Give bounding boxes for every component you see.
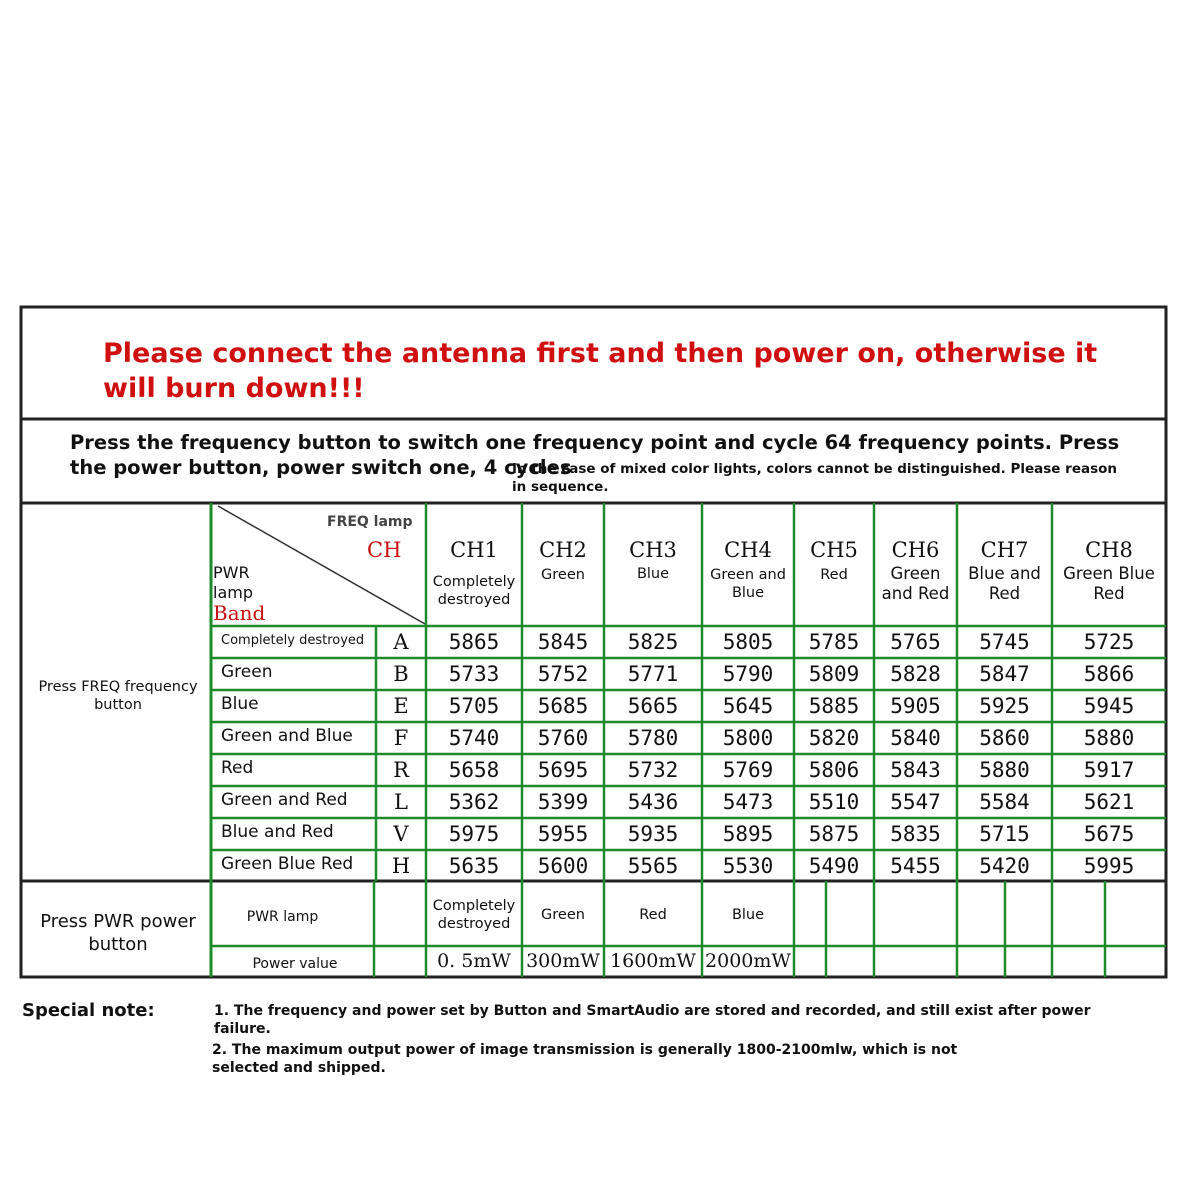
channel-name: CH3 (629, 538, 677, 562)
frequency-cell: 5835 (890, 822, 941, 846)
channel-name: CH5 (810, 538, 858, 562)
frequency-cell: 5635 (448, 854, 500, 878)
frequency-cell: 5845 (537, 630, 589, 654)
power-lamp-color: Completely destroyed (432, 898, 516, 932)
frequency-cell: 5547 (890, 790, 941, 814)
frequency-cell: 5600 (537, 854, 589, 878)
frequency-cell: 5843 (890, 758, 941, 782)
power-value: 300mW (526, 950, 600, 972)
band-lamp-label: Green and Red (221, 790, 348, 810)
frequency-cell: 5510 (808, 790, 860, 814)
frequency-cell: 5955 (537, 822, 589, 846)
frequency-cell: 5860 (979, 726, 1030, 750)
frequency-cell: 5490 (808, 854, 860, 878)
frequency-cell: 5880 (1083, 726, 1135, 750)
frequency-cell: 5733 (448, 662, 500, 686)
frequency-cell: 5785 (808, 630, 860, 654)
frequency-cell: 5362 (448, 790, 500, 814)
frequency-cell: 5420 (979, 854, 1030, 878)
frequency-cell: 5828 (890, 662, 941, 686)
channel-name: CH1 (450, 538, 498, 562)
frequency-cell: 5809 (808, 662, 860, 686)
power-value: 2000mW (705, 950, 791, 972)
channel-lamp-color: Green (541, 567, 585, 583)
frequency-cell: 5752 (537, 662, 589, 686)
frequency-cell: 5806 (808, 758, 860, 782)
band-lamp-label: Blue (221, 694, 259, 714)
band-letter: B (393, 662, 409, 686)
frequency-cell: 5399 (537, 790, 589, 814)
frequency-cell: 5995 (1083, 854, 1135, 878)
channel-lamp-color: Blue and Red (968, 564, 1041, 603)
frequency-cell: 5885 (808, 694, 860, 718)
frequency-cell: 5565 (627, 854, 679, 878)
band-lamp-label: Blue and Red (221, 822, 334, 842)
channel-name: CH7 (980, 538, 1029, 562)
band-label: Band (213, 601, 266, 625)
channel-name: CH4 (724, 538, 772, 562)
band-letter: E (393, 694, 409, 718)
band-letter: A (393, 630, 409, 654)
frequency-cell: 5760 (537, 726, 589, 750)
channel-name: CH6 (891, 538, 940, 562)
channel-lamp-color: Completely destroyed (432, 574, 516, 608)
channel-lamp-color: Blue (636, 566, 670, 582)
warning-text: Please connect the antenna first and then power on, otherwise it will burn down!!! (103, 338, 1098, 404)
note-item: 2. The maximum output power of image transmission is generally 1800-2100mlw, which is not selected and shipped. (212, 1042, 958, 1076)
frequency-cell: 5800 (722, 726, 774, 750)
frequency-cell: 5732 (627, 758, 679, 782)
frequency-cell: 5530 (722, 854, 774, 878)
band-letter: F (393, 726, 409, 750)
frequency-cell: 5740 (448, 726, 500, 750)
frequency-cell: 5658 (448, 758, 500, 782)
band-letter: H (391, 854, 411, 878)
frequency-cell: 5473 (722, 790, 774, 814)
frequency-cell: 5705 (448, 694, 500, 718)
frequency-cell: 5917 (1083, 758, 1135, 782)
frequency-cell: 5695 (537, 758, 589, 782)
frequency-cell: 5820 (808, 726, 860, 750)
frequency-cell: 5436 (627, 790, 679, 814)
freq-lamp-label: FREQ lamp (327, 514, 413, 530)
frequency-cell: 5621 (1083, 790, 1135, 814)
frequency-cell: 5840 (890, 726, 941, 750)
power-lamp-color: Green (541, 907, 585, 923)
frequency-cell: 5880 (979, 758, 1030, 782)
frequency-cell: 5847 (979, 662, 1030, 686)
frequency-cell: 5780 (627, 726, 679, 750)
note-item: 1. The frequency and power set by Button and SmartAudio are stored and recorded, and still exist after power failure. (214, 1003, 1091, 1037)
power-value-label: Power value (252, 956, 338, 972)
frequency-cell: 5905 (890, 694, 941, 718)
frequency-cell: 5790 (722, 662, 774, 686)
frequency-cell: 5825 (627, 630, 679, 654)
frequency-cell: 5745 (979, 630, 1030, 654)
channel-lamp-color: Green and Blue (710, 567, 786, 601)
frequency-cell: 5945 (1083, 694, 1135, 718)
frequency-cell: 5584 (979, 790, 1030, 814)
channel-name: CH8 (1085, 538, 1133, 562)
channel-lamp-color: Red (820, 567, 848, 583)
power-lamp-color: Red (639, 907, 667, 923)
frequency-cell: 5455 (890, 854, 941, 878)
pwr-side-label: Press PWR power button (40, 911, 196, 955)
special-note-label: Special note: (22, 1000, 155, 1021)
band-lamp-label: Red (221, 758, 254, 778)
frequency-cell: 5865 (448, 630, 500, 654)
frequency-cell: 5725 (1083, 630, 1135, 654)
frequency-cell: 5866 (1083, 662, 1135, 686)
frequency-cell: 5685 (537, 694, 589, 718)
frequency-cell: 5805 (722, 630, 774, 654)
channel-lamp-color: Green and Red (881, 564, 950, 603)
frequency-cell: 5925 (979, 694, 1030, 718)
frequency-cell: 5769 (722, 758, 774, 782)
band-lamp-label: Green Blue Red (221, 854, 354, 874)
frequency-cell: 5875 (808, 822, 860, 846)
pwr-lamp-label: PWR lamp (246, 909, 319, 925)
band-lamp-label: Completely destroyed (221, 633, 365, 648)
frequency-cell: 5895 (722, 822, 774, 846)
frequency-cell: 5765 (890, 630, 941, 654)
intro-main: Press the frequency button to switch one frequency point and cycle 64 frequency points. Press the power button, power switch one, 4 cycles (70, 431, 1120, 479)
frequency-cell: 5665 (627, 694, 679, 718)
frequency-cell: 5675 (1083, 822, 1135, 846)
pwr-lamp-corner-label: PWR lamp (213, 563, 253, 602)
frequency-cell: 5771 (627, 662, 679, 686)
band-letter: R (393, 758, 409, 782)
intro-small-note: In the case of mixed color lights, colors cannot be distinguished. Please reason in sequence. (512, 461, 1118, 495)
ch-label: CH (367, 538, 402, 562)
band-lamp-label: Green (221, 662, 273, 682)
freq-side-label: Press FREQ frequency button (38, 679, 198, 713)
channel-lamp-color: Green Blue Red (1063, 564, 1155, 603)
frequency-cell: 5715 (979, 822, 1030, 846)
power-value: 0. 5mW (437, 950, 511, 972)
power-value: 1600mW (610, 950, 696, 972)
frequency-cell: 5645 (722, 694, 774, 718)
frequency-cell: 5935 (627, 822, 679, 846)
band-letter: V (393, 822, 409, 846)
frequency-cell: 5975 (448, 822, 500, 846)
channel-name: CH2 (539, 538, 587, 562)
band-lamp-label: Green and Blue (221, 726, 353, 746)
band-letter: L (394, 790, 408, 814)
power-lamp-color: Blue (731, 907, 765, 923)
